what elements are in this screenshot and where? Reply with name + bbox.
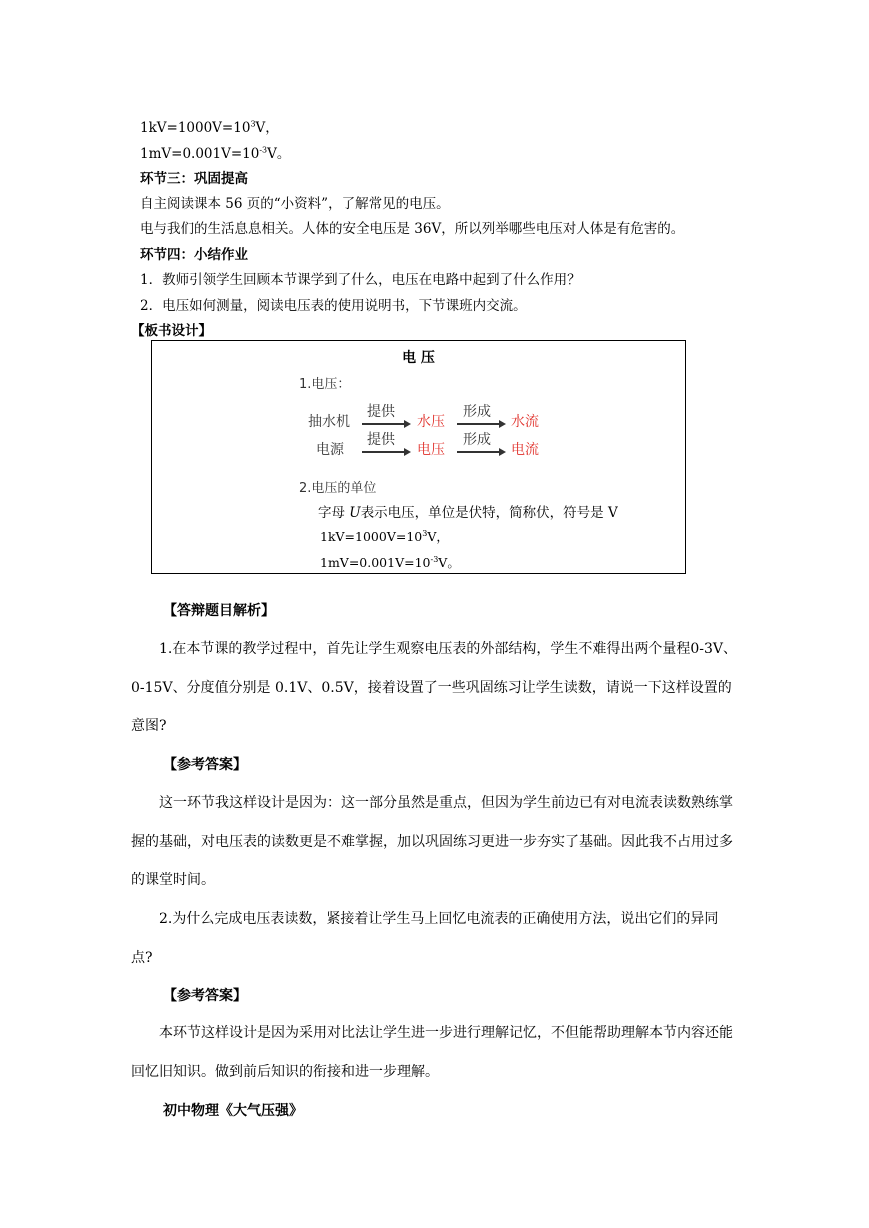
answer-heading-2: 【参考答案】 bbox=[163, 988, 247, 1004]
row2-source: 电源 bbox=[316, 442, 344, 458]
row1-arrow1-icon bbox=[361, 419, 411, 429]
board-mv-line bbox=[320, 553, 460, 571]
board-item-2: 2.电压的单位 bbox=[299, 481, 377, 496]
board-mv-tail: V。 bbox=[438, 555, 460, 570]
unit-kv-exp: 3 bbox=[250, 119, 256, 129]
section4-paragraph-2: 2．电压如何测量，阅读电压表的使用说明书，下节课班内交流。 bbox=[140, 298, 527, 314]
unit-mv-text: 1mV=0.001V=10 bbox=[140, 146, 260, 162]
board-mv-text: 1mV=0.001V=10 bbox=[320, 555, 431, 570]
board-unit-post: 表示电压，单位是伏特，简称伏，符号是 V bbox=[360, 505, 618, 521]
row2-arrow1-label: 提供 bbox=[367, 432, 395, 448]
question-1: 1.在本节课的教学过程中，首先让学生观察电压表的外部结构，学生不难得出两个量程0-3V、0-15V、分度值分别是 0.1V、0.5V，接着设置了一些巩固练习让学生读数，请说一下这样设置的意图? bbox=[131, 641, 738, 734]
unit-mv-exp: -3 bbox=[259, 145, 268, 155]
board-item-1: 1.电压： bbox=[299, 377, 351, 392]
answer-2: 本环节这样设计是因为采用对比法让学生进一步进行理解记忆，不但能帮助理解本节内容还能回忆旧知识。做到前后知识的衔接和进一步理解。 bbox=[131, 1025, 733, 1080]
row1-arrow2-icon bbox=[456, 419, 506, 429]
section3-paragraph-1: 自主阅读课本 56 页的“小资料”，了解常见的电压。 bbox=[140, 196, 450, 212]
board-design-heading: 【板书设计】 bbox=[131, 323, 212, 339]
board-unit-symbol: U bbox=[349, 505, 361, 521]
row1-arrow1-label: 提供 bbox=[367, 404, 395, 420]
analysis-heading: 【答辩题目解析】 bbox=[163, 603, 275, 619]
unit-kv-tail: V， bbox=[255, 120, 279, 136]
next-lesson-title: 初中物理《大气压强》 bbox=[163, 1103, 303, 1119]
row1-result: 水流 bbox=[511, 414, 539, 430]
board-kv-line bbox=[320, 527, 449, 545]
section3-title: 环节三：巩固提高 bbox=[140, 171, 248, 187]
row1-source: 抽水机 bbox=[308, 414, 350, 430]
board-unit-pre: 字母 bbox=[318, 505, 350, 521]
unit-line-kv bbox=[140, 116, 279, 136]
section3-paragraph-2: 电与我们的生活息息相关。人体的安全电压是 36V，所以列举哪些电压对人体是有危害的。 bbox=[140, 221, 685, 237]
row1-middle: 水压 bbox=[417, 414, 445, 430]
section4-paragraph-1: 1．教师引领学生回顾本节课学到了什么，电压在电路中起到了什么作用？ bbox=[140, 272, 581, 288]
row2-middle: 电压 bbox=[417, 442, 445, 458]
unit-line-mv bbox=[140, 142, 290, 162]
board-title: 电 压 bbox=[402, 350, 435, 366]
board-kv-tail: V， bbox=[427, 529, 449, 544]
board-kv-text: 1kV=1000V=10 bbox=[320, 529, 423, 544]
board-mv-exp: -3 bbox=[430, 554, 439, 564]
board-unit-line bbox=[318, 501, 618, 521]
unit-mv-tail: V。 bbox=[267, 146, 291, 162]
answer-heading-1: 【参考答案】 bbox=[163, 757, 247, 773]
section4-title: 环节四：小结作业 bbox=[140, 247, 248, 263]
board-design-box bbox=[151, 340, 686, 574]
board-kv-exp: 3 bbox=[422, 528, 428, 538]
row2-arrow2-label: 形成 bbox=[463, 432, 491, 448]
unit-kv-text: 1kV=1000V=10 bbox=[140, 120, 251, 136]
answer-1: 这一环节我这样设计是因为：这一部分虽然是重点，但因为学生前边已有对电流表读数熟练掌握的基础，对电压表的读数更是不难掌握，加以巩固练习更进一步夯实了基础。因此我不占用过多的课堂时间。 bbox=[131, 795, 733, 888]
row2-arrow1-icon bbox=[361, 447, 411, 457]
row2-arrow2-icon bbox=[456, 447, 506, 457]
question-2: 2.为什么完成电压表读数，紧接着让学生马上回忆电流表的正确使用方法，说出它们的异同点? bbox=[131, 911, 719, 966]
row1-arrow2-label: 形成 bbox=[463, 404, 491, 420]
row2-result: 电流 bbox=[511, 442, 539, 458]
